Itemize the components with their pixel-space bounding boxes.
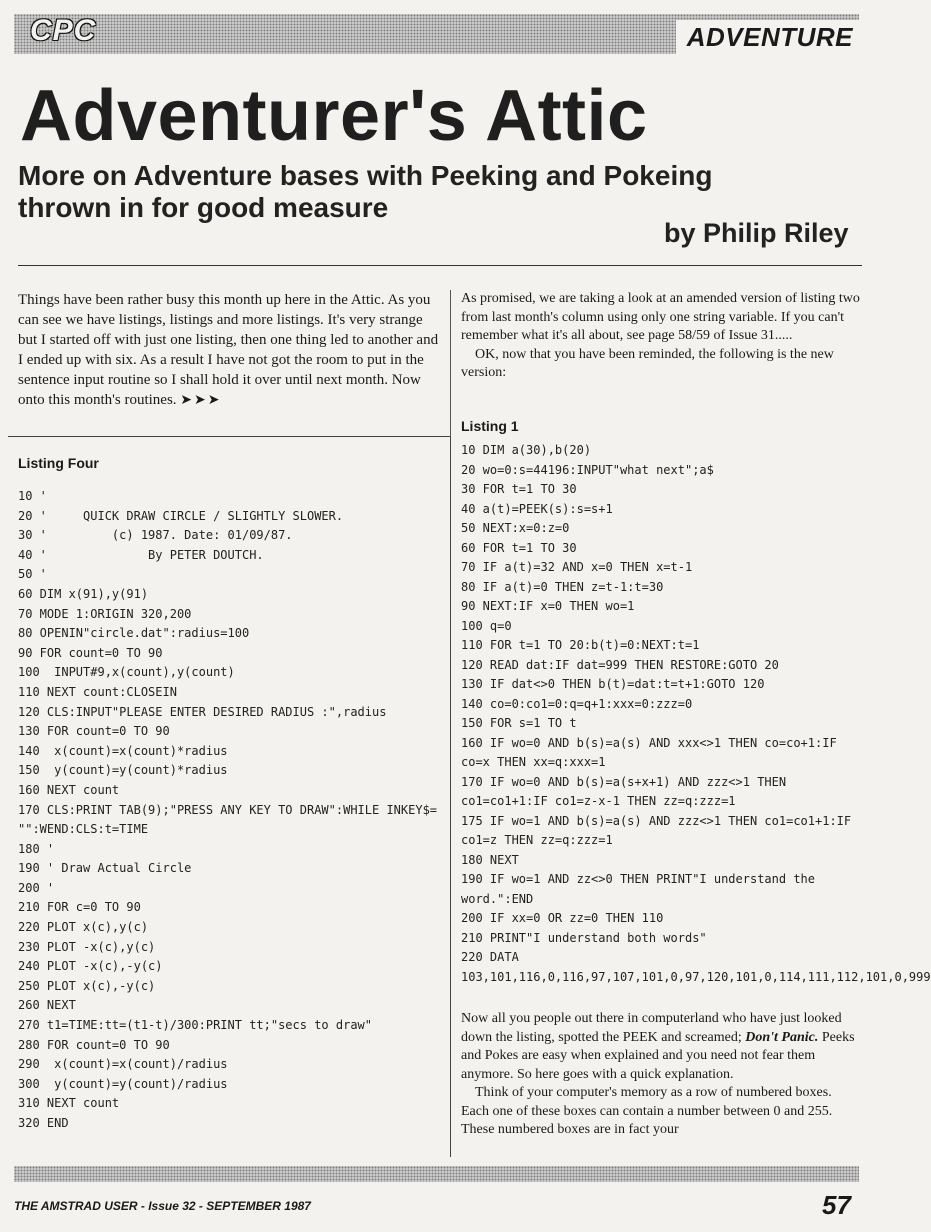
listing-four-line: 90 FOR count=0 TO 90 <box>18 645 163 660</box>
section-tag-cpc: CPC <box>30 14 97 47</box>
listing-four-line: 10 ' <box>18 489 47 503</box>
listing-1-line: 200 IF xx=0 OR zz=0 THEN 110 <box>461 911 664 925</box>
listing-1-line: 130 IF dat<>0 THEN b(t)=dat:t=t+1:GOTO 120 <box>461 677 765 691</box>
listing-1-line: 210 PRINT"I understand both words" <box>461 930 707 945</box>
listing-four-line: 40 ' By PETER DOUTCH. <box>18 547 264 562</box>
listing-four-line: 220 PLOT x(c),y(c) <box>18 920 149 935</box>
listing-1-line: 110 FOR t=1 TO 20:b(t)=0:NEXT:t=1 <box>461 638 700 652</box>
listing-1-line: 220 DATA 103,101,116,0,116,97,107,101,0,97,120,101,0,114,111,112,101,0,999 <box>461 950 931 984</box>
listing-four-line: 50 ' <box>18 567 47 582</box>
listing-four-line: 70 MODE 1:ORIGIN 320,200 <box>18 606 192 621</box>
listing-four-line: 30 ' (c) 1987. Date: 01/09/87. <box>18 528 293 543</box>
listing-1-label: Listing 1 <box>461 418 519 434</box>
listing-four-line: 120 CLS:INPUT"PLEASE ENTER DESIRED RADIUS :",radius <box>18 704 387 719</box>
section-tag-adventure: ADVENTURE <box>676 20 859 54</box>
listing-four-line: 270 t1=TIME:tt=(t1-t)/300:PRINT tt;"secs to draw" <box>18 1018 373 1033</box>
listing-four-line: 290 x(count)=x(count)/radius <box>18 1057 228 1072</box>
page-number: 57 <box>822 1190 851 1220</box>
intro-text: Things have been rather busy this month up here in the Attic. As you can see we have listings, listings and more listings. It's very strange but I started off with just one listing, then one thing led to another and I ended up with six. As a result I have not got the room to put in the sentence input routine so I shall hold it over until next month. Now onto this month's routines. <box>18 292 439 408</box>
title-divider <box>18 265 862 266</box>
listing-four-line: 210 FOR c=0 TO 90 <box>18 900 141 915</box>
footer-bar <box>14 1166 859 1182</box>
listing-four-line: 310 NEXT count <box>18 1096 120 1111</box>
listing-1-line: 60 FOR t=1 TO 30 <box>461 540 577 555</box>
listing-1-line: 175 IF wo=1 AND b(s)=a(s) AND zzz<>1 THEN co1=co1+1:IF co1=z THEN zz=q:zzz=1 <box>461 813 859 847</box>
listing-four-line: 160 NEXT count <box>18 782 120 797</box>
listing-four-line: 300 y(count)=y(count)/radius <box>18 1076 228 1091</box>
listing-1-line: 30 FOR t=1 TO 30 <box>461 482 577 496</box>
article-title: Adventurer's Attic <box>20 76 648 156</box>
listing-1-line: 70 IF a(t)=32 AND x=0 THEN x=t-1 <box>461 560 693 574</box>
listing-1-line: 80 IF a(t)=0 THEN z=t-1:t=30 <box>461 579 664 594</box>
author-byline: by Philip Riley <box>664 218 849 248</box>
listing-1-line: 160 IF wo=0 AND b(s)=a(s) AND xxx<>1 THEN co=co+1:IF co=x THEN xx=q:xxx=1 <box>461 735 844 769</box>
listing-four-line: 100 INPUT#9,x(count),y(count) <box>18 665 235 680</box>
listing-four-line: 200 ' <box>18 880 55 895</box>
listing-1-line: 10 DIM a(30),b(20) <box>461 443 592 457</box>
listing-1-line: 150 FOR s=1 TO t <box>461 716 577 730</box>
continue-arrows-icon: ➤➤➤ <box>180 393 222 408</box>
right-column <box>461 290 861 383</box>
listing-four-line: 240 PLOT -x(c),-y(c) <box>18 959 163 974</box>
listing-four-line: 180 ' <box>18 841 55 856</box>
listing-four-line: 130 FOR count=0 TO 90 <box>18 724 170 739</box>
listing-four-line: 250 PLOT x(c),-y(c) <box>18 978 156 993</box>
listing-four-line: 230 PLOT -x(c),y(c) <box>18 939 156 954</box>
listing-four-line: 80 OPENIN"circle.dat":radius=100 <box>18 626 250 641</box>
listing-four-label: Listing Four <box>18 455 99 471</box>
right-intro-paragraph-2: OK, now that you have been reminded, the following is the new version: <box>461 346 834 380</box>
listing-1-line: 100 q=0 <box>461 618 512 633</box>
listing-1-line: 190 IF wo=1 AND zz<>0 THEN PRINT"I understand the word.":END <box>461 872 823 906</box>
listing-four-line: "":WEND:CLS:t=TIME <box>18 822 149 837</box>
listing-four-line: 260 NEXT <box>18 998 76 1013</box>
listing-four-line: 320 END <box>18 1116 69 1130</box>
listing-1-code <box>461 441 931 987</box>
footer-publication: THE AMSTRAD USER - Issue 32 - SEPTEMBER 1987 <box>14 1199 311 1213</box>
article-subtitle: More on Adventure bases with Peeking and Pokeing thrown in for good measure <box>18 160 713 223</box>
listing-four-line: 150 y(count)=y(count)*radius <box>18 763 228 778</box>
listing-1-line: 50 NEXT:x=0:z=0 <box>461 521 570 535</box>
listing-1-line: 90 NEXT:IF x=0 THEN wo=1 <box>461 599 635 613</box>
closing-text <box>461 1010 861 1140</box>
listing-1-line: 120 READ dat:IF dat=999 THEN RESTORE:GOTO 20 <box>461 657 779 672</box>
listing-four-line: 20 ' QUICK DRAW CIRCLE / SLIGHTLY SLOWER. <box>18 508 344 523</box>
listing-1-line: 170 IF wo=0 AND b(s)=a(s+x+1) AND zzz<>1 THEN co1=co1+1:IF co1=z-x-1 THEN zz=q:zzz=1 <box>461 774 794 808</box>
intro-paragraph <box>18 290 440 411</box>
listing-four-line: 190 ' Draw Actual Circle <box>18 861 192 876</box>
listing-four-line: 170 CLS:PRINT TAB(9);"PRESS ANY KEY TO DRAW":WHILE INKEY$= <box>18 802 438 817</box>
listing-four-line: 140 x(count)=x(count)*radius <box>18 743 228 758</box>
listing-four-code <box>18 487 444 1134</box>
listing-four-line: 110 NEXT count:CLOSEIN <box>18 684 177 699</box>
listing-1-line: 180 NEXT <box>461 852 519 867</box>
listing-1-line: 140 co=0:co1=0:q=q+1:xxx=0:zzz=0 <box>461 696 693 711</box>
closing-paragraph-2: Think of your computer's memory as a row of numbered boxes. Each one of these boxes can contain a number between 0 and 255. These numbered boxes are in fact your <box>461 1085 833 1137</box>
listing-four-line: 60 DIM x(91),y(91) <box>18 586 149 601</box>
listing-four-line: 280 FOR count=0 TO 90 <box>18 1037 170 1052</box>
right-intro-paragraph-1: As promised, we are taking a look at an amended version of listing two from last month's column using only one string variable. If you can't remember what it's all about, see page 58/59 of Issue 31..... <box>461 291 860 343</box>
listing-1-line: 20 wo=0:s=44196:INPUT"what next";a$ <box>461 462 714 477</box>
dont-panic-emphasis: Don't Panic. <box>745 1029 819 1045</box>
closing-paragraph-1: Now all you people out there in computerland who have just looked down the listing, spotted the PEEK and screamed; Don't Panic. Peeks and Pokes are easy when explained and you need not fear them anymore. So here goes with a quick explanation. <box>461 1011 855 1082</box>
listing-1-line: 40 a(t)=PEEK(s):s=s+1 <box>461 501 613 516</box>
